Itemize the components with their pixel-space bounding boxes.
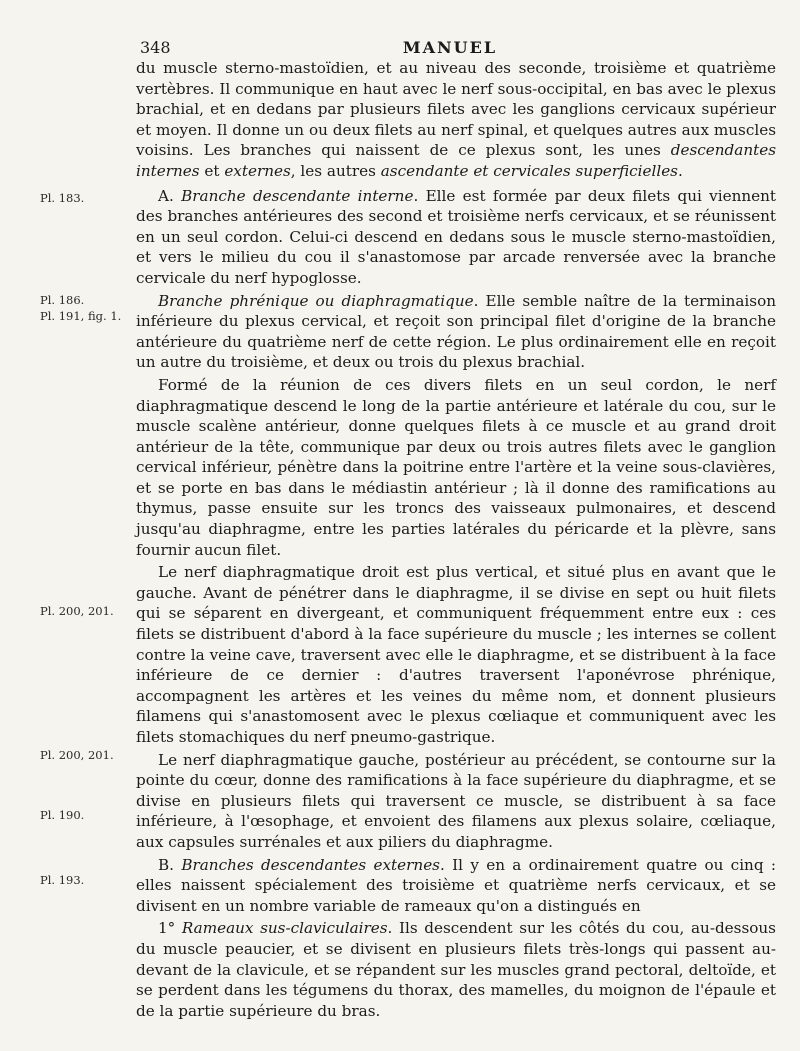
text-run: . Elle est formée par deux filets qui viennent des branches antérieures des second et troisième nerfs cervicaux, et se réunissent en un seul cordon. Celui-ci descend en dedans sous le muscle sterno-mastoïdien, et vers le milieu du cou il s'anastomose par arcade renversée avec la branche cervicale du nerf hypoglosse. <box>136 186 777 287</box>
text-run: , les autres <box>290 161 381 180</box>
italic-term: externes <box>224 161 291 180</box>
margin-note: Pl. 200, 201. <box>40 604 114 618</box>
margin-note: Pl. 200, 201. <box>40 748 114 762</box>
text-run: A. <box>158 186 182 205</box>
text-run: 1° <box>158 919 182 938</box>
page-number: 348 <box>140 38 171 57</box>
running-head: MANUEL <box>402 38 498 57</box>
body-text <box>136 58 776 1021</box>
text-run: . Il y en a ordinairement quatre ou cinq : elles naissent spécialement des troisième et quatrième nerfs cervicaux, et se divisent en un nombre variable de rameaux qu'on a distingués en <box>136 855 776 915</box>
text-run: Le nerf diaphragmatique droit est plus vertical, et situé plus en avant que le gauche. Avant de pénétrer dans le diaphragme, il se divise en sept ou huit filets qui se séparent en divergeant, et communiquent fréquemment entre eux : ces filets se distribuent d'abord à la face supérieure du muscle ; les internes se collent contre la veine cave, traversent avec elle le diaphragme, et se distribuent à la face inférieure de ce dernier : d'autres traversent l'aponévrose phrénique, accompagnent les artères et les veines du même nom, et donnent plusieurs filamens qui s'anastomosent avec le plexus cœliaque et communiquent avec les filets stomachiques du nerf pneumo-gastrique. <box>136 563 776 746</box>
paragraph <box>136 375 776 560</box>
margin-note: Pl. 183. <box>40 191 85 205</box>
text-run: Le nerf diaphragmatique gauche, postérieur au précédent, se contourne sur la pointe du cœur, donne des ramifications à la face supérieure du diaphragme, et se divise en plusieurs filets qui traversent ce muscle, se distribuent à sa face inférieure, à l'œsophage, et envoient des filamens aux plexus solaire, cœliaque, aux capsules surrénales et aux piliers du diaphragme. <box>136 750 776 851</box>
paragraph <box>136 186 776 289</box>
paragraph <box>136 58 776 182</box>
text-run: . <box>677 161 683 180</box>
italic-term: ascendante et cervicales superficielles <box>380 161 678 180</box>
italic-term: Branche phrénique ou diaphragmatique <box>158 291 474 310</box>
text-run: B. <box>158 855 182 874</box>
text-run: Formé de la réunion de ces divers filets en un seul cordon, le nerf diaphragmatique descend le long de la partie antérieure et latérale du cou, sur le muscle scalène antérieur, donne quelques filets à ce muscle et au grand droit antérieur de la tête, communique par deux ou trois autres filets avec le ganglion cervical inférieur, pénètre dans la poitrine entre l'artère et la veine sous-clavières, et se porte en bas dans le médiastin antérieur ; là il donne des ramifications au thymus, passe ensuite sur les troncs des vaisseaux pulmonaires, et descend jusqu'au diaphragme, entre les parties latérales du péricarde et la plèvre, sans fournir aucun filet. <box>136 375 776 559</box>
margin-note: Pl. 193. <box>40 873 85 887</box>
paragraph <box>136 750 776 853</box>
italic-term: descendantes internes <box>136 141 776 180</box>
margin-note: Pl. 186. <box>40 293 85 307</box>
text-run: . Elle semble naître de la terminaison inférieure du plexus cervical, et reçoit son principal filet d'origine de la branche antérieure du quatrième nerf de cette région. Le plus ordinairement elle en reçoit un autre du troisième, et deux ou trois du plexus brachial. <box>136 291 776 372</box>
italic-term: Rameaux sus-claviculaires <box>181 919 388 938</box>
paragraph <box>136 291 776 373</box>
text-run: du muscle sterno-mastoïdien, et au niveau des seconde, troisième et quatrième vertèbres. Il communique en haut avec le nerf sous-occipital, en bas avec le plexus brachial, et en dedans par plusieurs filets avec les ganglions cervicaux supérieur et moyen. Il donne un ou deux filets au nerf spinal, et quelques autres aux muscles voisins. Les branches qui naissent de ce plexus sont, les unes <box>136 59 776 160</box>
paragraph <box>136 855 776 917</box>
margin-note: Pl. 190. <box>40 808 85 822</box>
page-header <box>140 38 760 60</box>
text-run: et <box>199 161 225 180</box>
paragraph <box>136 562 776 747</box>
text-run: . Ils descendent sur les côtés du cou, au-dessous du muscle peaucier, et se divisent en plusieurs filets très-longs qui passent au-devant de la clavicule, et se répandent sur les muscles grand pectoral, deltoïde, et se perdent dans les tégumens du thorax, des mamelles, du moignon de l'épaule et de la partie supérieure du bras. <box>136 919 776 1020</box>
italic-term: Branche descendante interne <box>181 186 414 205</box>
paragraph <box>136 918 776 1021</box>
margin-note: Pl. 191, fig. 1. <box>40 309 122 323</box>
italic-term: Branches descendantes externes <box>181 855 440 874</box>
